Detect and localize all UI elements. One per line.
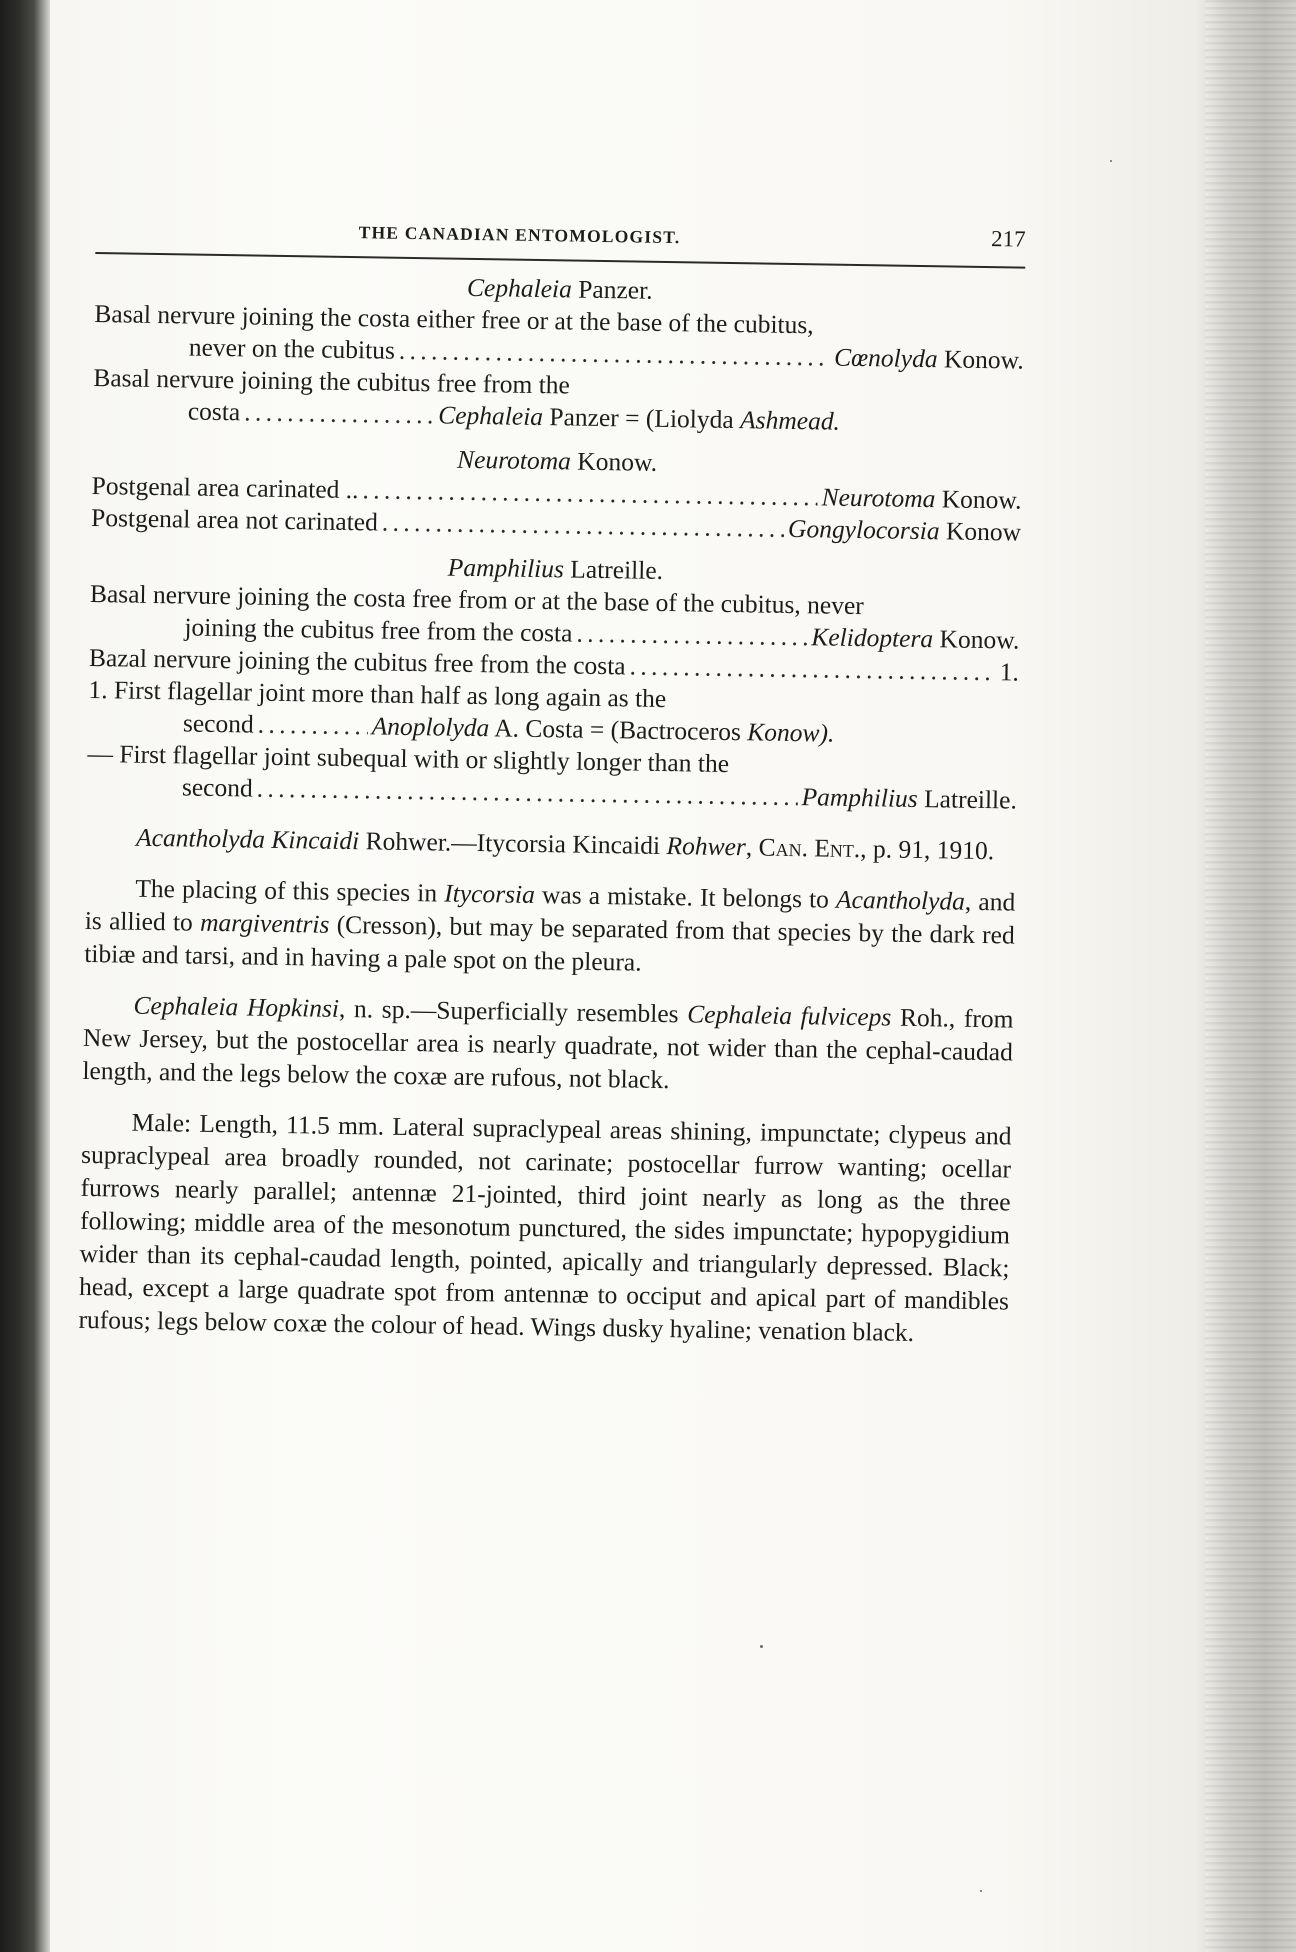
- body-text: [78, 266, 1025, 1350]
- key-couplet-line: joining the cubitus free from the costa . . . Kelidoptera Konow.: [89, 610, 1019, 657]
- page-header: [95, 210, 1026, 265]
- header-rule: [95, 252, 1025, 269]
- book-binding-edge: [0, 0, 50, 1952]
- key-heading-pamphilius: Pamphilius Latreille.: [447, 552, 664, 585]
- key-couplet-line: never on the cubitus . . . Cœnolyda Konow.: [94, 330, 1024, 377]
- key-couplet-line: Basal nervure joining the costa either free or at the base of the cubitus,: [94, 298, 814, 340]
- hopkinsi-description: Cephaleia Hopkinsi, n. sp.—Superficially resembles Cephaleia fulviceps Roh., from New Jersey, but the postocellar area is nearly quadrate, not wider than the cephal-caudad length, and the legs below the coxæ are rufous, not black.: [82, 990, 1014, 1095]
- scan-speck: [1110, 160, 1112, 162]
- key-couplet-line: second . . . Anoplolyda A. Costa = (Bactroceros Konow).: [88, 706, 1018, 753]
- key-heading-cephaleia: Cephaleia Panzer.: [466, 272, 653, 305]
- leader-dots: [576, 618, 807, 654]
- scan-speck: [760, 1645, 763, 1648]
- key-couplet-line: Basal nervure joining the costa free from or at the base of the cubitus, never: [89, 578, 865, 621]
- running-head: THE CANADIAN ENTOMOLOGIST.: [358, 222, 681, 248]
- key-heading-neurotoma: Neurotoma Konow.: [456, 444, 658, 477]
- page-content: [71, 210, 1025, 1784]
- key-couplet-line: Postgenal area not carinated . . . Gongylocorsia Konow: [91, 502, 1021, 549]
- stacked-page-edges: [1205, 0, 1296, 1952]
- acantholyda-synonymy: Acantholyda Kincaidi Rohwer.—Itycorsia Kincaidi Rohwer, Can. Ent., p. 91, 1910.: [135, 822, 995, 866]
- key-couplet-line: — First flagellar joint subequal with or slightly longer than the: [87, 738, 730, 779]
- key-couplet-line: Bazal nervure joining the cubitus free from the costa . . . 1.: [89, 642, 1019, 689]
- key-couplet-line: second . . . Pamphilius Latreille.: [87, 770, 1017, 817]
- male-description: Male: Length, 11.5 mm. Lateral supraclypeal areas shining, impunctate; clypeus and supraclypeal area broadly rounded, not carinate; postocellar furrow wanting; ocellar furrows nearly parallel; antennæ 21-jointed, third joint nearly as long as the three following; middle area of the mesonotum punctured, the sides impunctate; hypopygidium wider than its cephal-caudad length, pointed, apically and triangularly depressed. Black; head, except a large quadrate spot from antennæ to occiput and apical part of mandibles rufous; legs below coxæ the colour of head. Wings dusky hyaline; venation black.: [78, 1107, 1012, 1347]
- leader-dots: [257, 709, 367, 743]
- key-couplet-line: costa . . . Cephaleia Panzer = (Liolyda Ashmead.: [93, 394, 1023, 441]
- page-number: 217: [990, 226, 1026, 252]
- leader-dots: [382, 507, 785, 545]
- placing-paragraph: The placing of this species in Itycorsia was a mistake. It belongs to Acantholyda, and is allied to margiventris (Cresson), but may be separated from that species by the dark red tibiæ and tarsi, and in having a pale spot on the pleura.: [84, 873, 1016, 977]
- key-couplet-line: Postgenal area carinated .. . . . Neurotoma Konow.: [91, 470, 1021, 517]
- key-couplet-line: Basal nervure joining the cubitus free from the: [93, 362, 571, 400]
- leader-dots: [244, 396, 434, 431]
- key-couplet-line: 1. First flagellar joint more than half as long again as the: [88, 674, 667, 714]
- scan-speck: [980, 1890, 982, 1892]
